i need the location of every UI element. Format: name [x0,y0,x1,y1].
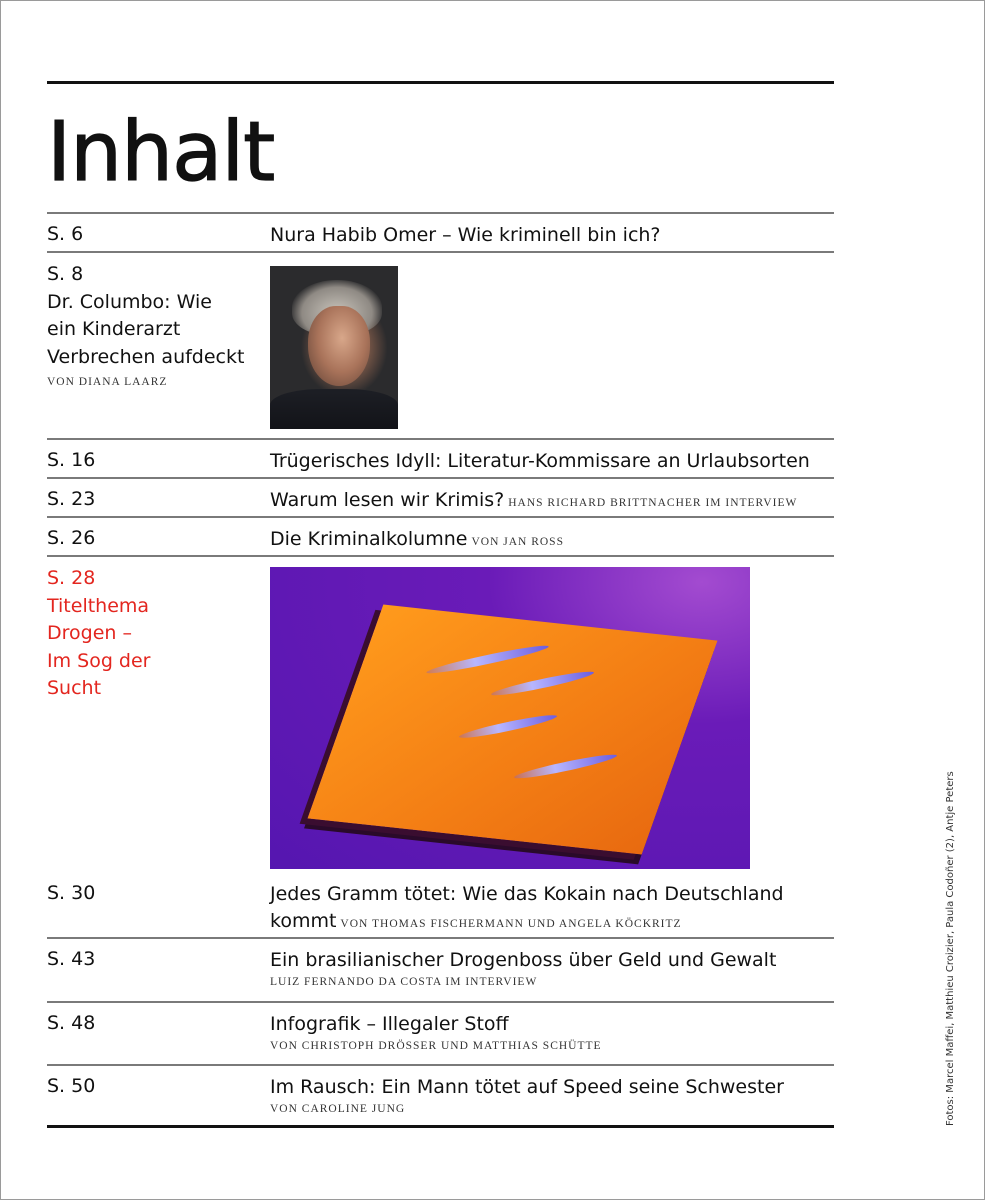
headline-line[interactable]: Verbrechen aufdeckt [47,345,245,368]
headline[interactable]: Ein brasilianischer Drogenboss über Geld und Gewalt [270,949,777,971]
page-number: S. 43 [47,948,96,970]
page-number: S. 28 [47,567,96,589]
headline-line[interactable]: Sucht [47,677,102,699]
page-number: S. 26 [47,527,96,549]
byline: HANS RICHARD BRITTNACHER IM INTERVIEW [508,497,798,509]
toc-row[interactable] [47,438,834,477]
page-number: S. 8 [47,263,84,285]
headline[interactable]: Infografik – Illegaler Stoff [270,1013,509,1035]
headline[interactable]: Im Rausch: Ein Mann tötet auf Speed seine Schwester [270,1076,784,1098]
headline[interactable]: Die Kriminalkolumne [270,528,468,550]
page-number: S. 48 [47,1012,96,1034]
page-number: S. 16 [47,449,96,471]
left-column [47,565,262,703]
toc-row[interactable] [47,251,834,438]
table-of-contents [47,81,834,1128]
toc-row-cover-story[interactable] [47,555,834,873]
toc-row[interactable] [47,873,834,937]
headline-continued[interactable]: kommt [270,910,337,932]
portrait-photo [270,266,398,429]
byline: VON JAN ROSS [471,536,564,548]
byline: VON THOMAS FISCHERMANN UND ANGELA KÖCKRITZ [340,918,682,930]
headline[interactable]: Warum lesen wir Krimis? [270,489,505,511]
toc-row[interactable] [47,212,834,251]
headline[interactable]: Nura Habib Omer – Wie kriminell bin ich? [270,224,661,246]
top-rule [47,81,834,84]
headline-line[interactable]: Titelthema [47,594,150,617]
page-number: S. 50 [47,1075,96,1097]
drug-lines-photo [270,567,750,869]
left-column [47,261,262,393]
toc-row[interactable] [47,937,834,1001]
headline[interactable]: Jedes Gramm tötet: Wie das Kokain nach Deutschland [270,883,784,905]
page-title: Inhalt [47,105,275,200]
photo-credit: Fotos: Marcel Maffei, Matthieu Croizier, Paula Codoñer (2), Antje Peters [945,771,956,1126]
byline: LUIZ FERNANDO DA COSTA IM INTERVIEW [270,976,538,988]
toc-row[interactable] [47,477,834,516]
headline-line[interactable]: Drogen – [47,622,132,644]
page-number: S. 23 [47,488,96,510]
toc-row[interactable] [47,516,834,555]
byline: VON CHRISTOPH DRÖSSER UND MATTHIAS SCHÜTTE [270,1040,602,1052]
headline-line[interactable]: Im Sog der [47,649,151,672]
headline-line[interactable]: ein Kinderarzt [47,318,181,340]
page-number: S. 6 [47,223,84,245]
page-number: S. 30 [47,882,96,904]
headline[interactable]: Trügerisches Idyll: Literatur-Kommissare an Urlaubsorten [270,450,810,472]
byline: VON DIANA LAARZ [47,376,168,388]
toc-row[interactable] [47,1064,834,1128]
toc-row[interactable] [47,1001,834,1064]
headline-line[interactable]: Dr. Columbo: Wie [47,290,212,313]
byline: VON CAROLINE JUNG [270,1103,406,1115]
